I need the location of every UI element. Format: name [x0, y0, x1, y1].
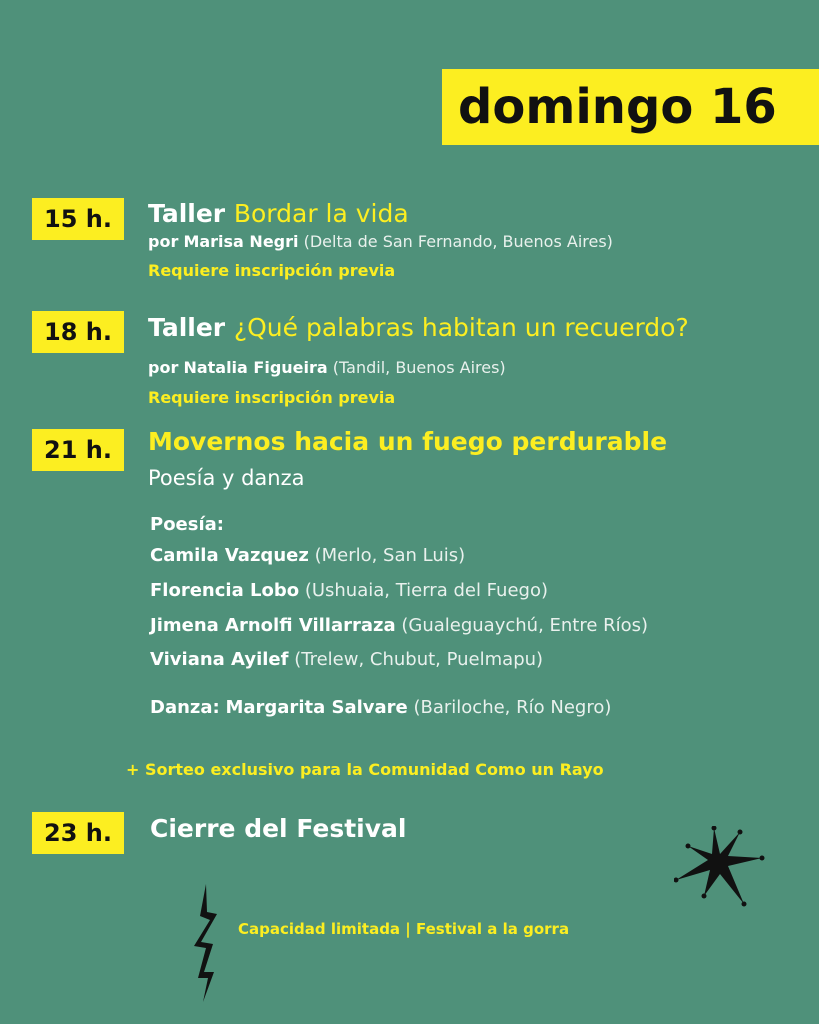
author-prefix: por [148, 232, 179, 251]
event-name: Bordar la vida [233, 199, 409, 228]
poet-origin: (Merlo, San Luis) [314, 545, 466, 566]
poet-line [150, 615, 648, 636]
registration-note: Requiere inscripción previa [148, 261, 396, 280]
poet-origin: (Trelew, Chubut, Puelmapu) [294, 649, 544, 670]
poetry-label: Poesía: [150, 514, 224, 535]
raffle-note: + Sorteo exclusivo para la Comunidad Como un Rayo [126, 760, 604, 779]
dance-line [150, 697, 611, 718]
poet-line [150, 545, 465, 566]
day-heading: domingo 16 [442, 69, 819, 145]
lightning-bolt-icon [186, 884, 226, 1004]
event-subtitle: Poesía y danza [148, 466, 305, 490]
time-badge-21: 21 h. [32, 429, 124, 471]
registration-note: Requiere inscripción previa [148, 388, 396, 407]
footer-info: Capacidad limitada | Festival a la gorra [238, 920, 570, 938]
event-kind: Taller [148, 313, 226, 342]
event-title [148, 199, 409, 228]
event-name: ¿Qué palabras habitan un recuerdo? [233, 313, 689, 342]
author-prefix: por [148, 358, 179, 377]
author-name: Marisa Negri [183, 232, 299, 251]
poet-name: Viviana Ayilef [150, 649, 289, 670]
poet-name: Jimena Arnolfi Villarraza [150, 615, 396, 636]
poet-line [150, 580, 548, 601]
time-badge-23: 23 h. [32, 812, 124, 854]
event-kind: Taller [148, 199, 226, 228]
poet-line [150, 649, 543, 670]
event-name: Movernos hacia un fuego perdurable [148, 427, 668, 456]
star-icon [674, 826, 766, 910]
event-author-line [148, 232, 613, 251]
poet-origin: (Gualeguaychú, Entre Ríos) [401, 615, 649, 636]
time-badge-15: 15 h. [32, 198, 124, 240]
poet-name: Camila Vazquez [150, 545, 309, 566]
dance-label: Danza: [150, 697, 220, 718]
author-origin: (Delta de San Fernando, Buenos Aires) [303, 232, 613, 251]
event-name: Cierre del Festival [150, 814, 407, 843]
dancer-origin: (Bariloche, Río Negro) [413, 697, 612, 718]
author-origin: (Tandil, Buenos Aires) [332, 358, 506, 377]
event-title [148, 313, 689, 342]
poet-origin: (Ushuaia, Tierra del Fuego) [304, 580, 548, 601]
dancer-name: Margarita Salvare [225, 697, 408, 718]
event-author-line [148, 358, 506, 377]
time-badge-18: 18 h. [32, 311, 124, 353]
author-name: Natalia Figueira [183, 358, 328, 377]
poet-name: Florencia Lobo [150, 580, 300, 601]
